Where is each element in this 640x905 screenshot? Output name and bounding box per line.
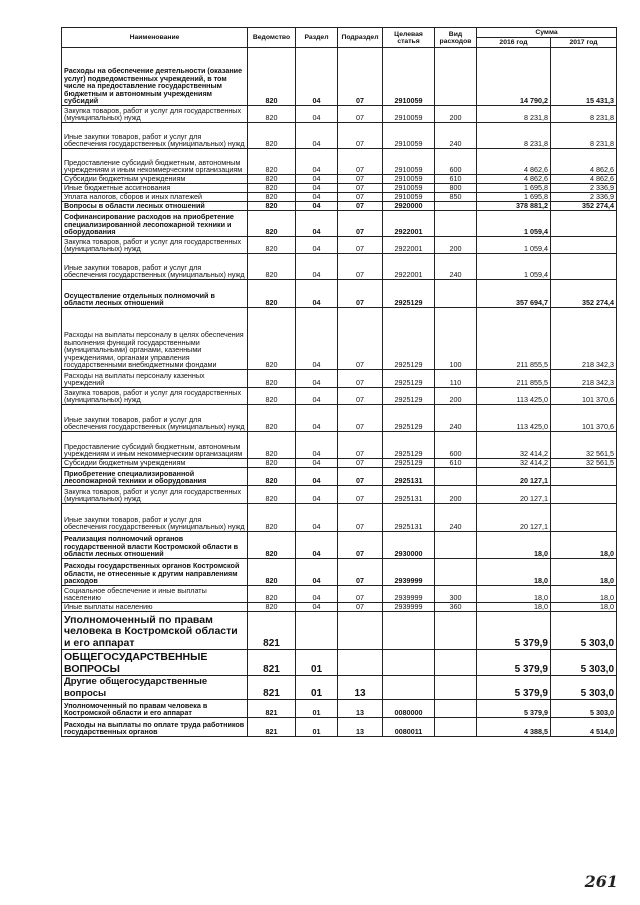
cell-subsection: 07 (338, 254, 383, 280)
cell-subsection: 07 (338, 123, 383, 149)
cell-name: Закупка товаров, работ и услуг для государственных (муниципальных) нужд (62, 106, 248, 123)
header-dept: Ведомство (248, 28, 296, 48)
table-row (62, 676, 617, 700)
table-row (62, 700, 617, 718)
cell-name: Иные закупки товаров, работ и услуг для обеспечения государственных (муниципальных) нужд (62, 504, 248, 532)
cell-section: 04 (296, 459, 338, 468)
cell-section: 04 (296, 202, 338, 211)
cell-dept: 820 (248, 432, 296, 459)
table-row (62, 468, 617, 486)
table-row (62, 718, 617, 737)
table-row (62, 106, 617, 123)
cell-2017: 5 303,0 (551, 700, 617, 718)
table-row (62, 486, 617, 504)
cell-subsection: 07 (338, 370, 383, 388)
header-target: Целевая статья (383, 28, 435, 48)
cell-target: 2910059 (383, 123, 435, 149)
table-row (62, 612, 617, 650)
cell-section: 04 (296, 532, 338, 559)
cell-subsection (338, 612, 383, 650)
cell-2017: 18,0 (551, 586, 617, 603)
cell-target: 2939999 (383, 559, 435, 586)
cell-name: Расходы на выплаты по оплате труда работников государственных органов (62, 718, 248, 737)
cell-target: 2910059 (383, 149, 435, 175)
cell-dept: 820 (248, 586, 296, 603)
cell-subsection: 07 (338, 532, 383, 559)
cell-dept: 820 (248, 370, 296, 388)
cell-dept: 820 (248, 459, 296, 468)
cell-subsection: 07 (338, 468, 383, 486)
cell-section: 04 (296, 308, 338, 370)
cell-dept: 820 (248, 254, 296, 280)
cell-subsection: 07 (338, 432, 383, 459)
cell-name: ОБЩЕГОСУДАРСТВЕННЫЕ ВОПРОСЫ (62, 650, 248, 676)
cell-2017: 4 514,0 (551, 718, 617, 737)
cell-2016: 18,0 (477, 532, 551, 559)
cell-name: Предоставление субсидий бюджетным, автономным учреждениям и иным некоммерческим организациям (62, 432, 248, 459)
cell-section: 04 (296, 193, 338, 202)
cell-section: 04 (296, 504, 338, 532)
cell-section: 04 (296, 48, 338, 106)
cell-subsection: 07 (338, 175, 383, 184)
cell-target: 2925131 (383, 504, 435, 532)
cell-section: 04 (296, 468, 338, 486)
cell-name: Вопросы в области лесных отношений (62, 202, 248, 211)
cell-name: Расходы на обеспечение деятельности (оказание услуг) подведомственных учреждений, в том числе на предоставление государственным бюджетным и автономным учреждениям субсидий (62, 48, 248, 106)
cell-2017: 4 862,6 (551, 149, 617, 175)
table-row (62, 603, 617, 612)
table-row (62, 432, 617, 459)
page-number: 261 (584, 872, 618, 891)
cell-2016: 211 855,5 (477, 370, 551, 388)
table-row (62, 193, 617, 202)
cell-name: Закупка товаров, работ и услуг для государственных (муниципальных) нужд (62, 486, 248, 504)
cell-kind (435, 676, 477, 700)
cell-name: Закупка товаров, работ и услуг для государственных (муниципальных) нужд (62, 237, 248, 254)
cell-target: 2910059 (383, 48, 435, 106)
cell-section: 04 (296, 586, 338, 603)
cell-subsection: 07 (338, 405, 383, 432)
header-kind: Вид расходов (435, 28, 477, 48)
cell-dept: 820 (248, 504, 296, 532)
cell-kind: 200 (435, 237, 477, 254)
cell-target: 2910059 (383, 193, 435, 202)
cell-subsection: 13 (338, 700, 383, 718)
cell-dept: 820 (248, 193, 296, 202)
cell-section: 04 (296, 405, 338, 432)
cell-subsection: 13 (338, 718, 383, 737)
header-section: Раздел (296, 28, 338, 48)
cell-target: 2925129 (383, 388, 435, 405)
cell-name: Иные закупки товаров, работ и услуг для обеспечения государственных (муниципальных) нужд (62, 254, 248, 280)
cell-target: 2910059 (383, 106, 435, 123)
cell-2017: 5 303,0 (551, 612, 617, 650)
cell-dept: 820 (248, 149, 296, 175)
cell-section: 04 (296, 175, 338, 184)
cell-2016: 20 127,1 (477, 486, 551, 504)
cell-subsection: 07 (338, 106, 383, 123)
cell-target: 2925131 (383, 468, 435, 486)
cell-target: 2925129 (383, 405, 435, 432)
cell-name: Иные выплаты населению (62, 603, 248, 612)
cell-name: Софинансирование расходов на приобретение специализированной лесопожарной техники и оборудования (62, 211, 248, 237)
cell-dept: 820 (248, 211, 296, 237)
cell-kind: 600 (435, 432, 477, 459)
cell-section: 01 (296, 700, 338, 718)
cell-target: 2925129 (383, 280, 435, 308)
cell-dept: 820 (248, 106, 296, 123)
cell-section: 04 (296, 123, 338, 149)
cell-2016: 357 694,7 (477, 280, 551, 308)
cell-2016: 18,0 (477, 603, 551, 612)
budget-table (61, 27, 617, 737)
cell-kind: 240 (435, 254, 477, 280)
table-row (62, 211, 617, 237)
table-row (62, 175, 617, 184)
cell-dept: 821 (248, 612, 296, 650)
cell-section: 04 (296, 559, 338, 586)
cell-name: Приобретение специализированной лесопожарной техники и оборудования (62, 468, 248, 486)
cell-2017: 8 231,8 (551, 123, 617, 149)
cell-kind: 200 (435, 388, 477, 405)
cell-section: 04 (296, 603, 338, 612)
cell-name: Закупка товаров, работ и услуг для государственных (муниципальных) нужд (62, 388, 248, 405)
cell-name: Расходы на выплаты персоналу в целях обеспечения выполнения функций государственными (муниципальными) органами, казенными учреждениями, органами управления государственными внебюджетными фондами (62, 308, 248, 370)
cell-kind: 850 (435, 193, 477, 202)
cell-dept: 820 (248, 405, 296, 432)
cell-name: Уполномоченный по правам человека в Костромской области и его аппарат (62, 612, 248, 650)
cell-kind: 240 (435, 123, 477, 149)
cell-2017: 218 342,3 (551, 308, 617, 370)
cell-kind: 100 (435, 308, 477, 370)
cell-kind: 300 (435, 586, 477, 603)
cell-2016: 32 414,2 (477, 459, 551, 468)
cell-section: 04 (296, 184, 338, 193)
cell-dept: 820 (248, 48, 296, 106)
cell-target: 2910059 (383, 184, 435, 193)
cell-2016: 20 127,1 (477, 468, 551, 486)
cell-2016: 1 695,8 (477, 184, 551, 193)
cell-name: Уплата налогов, сборов и иных платежей (62, 193, 248, 202)
cell-target (383, 650, 435, 676)
table-row (62, 370, 617, 388)
cell-2017: 352 274,4 (551, 202, 617, 211)
cell-section (296, 612, 338, 650)
cell-2017 (551, 254, 617, 280)
cell-kind (435, 48, 477, 106)
cell-dept: 820 (248, 486, 296, 504)
table-row (62, 149, 617, 175)
cell-2017: 18,0 (551, 559, 617, 586)
cell-target: 2922001 (383, 237, 435, 254)
cell-section: 04 (296, 237, 338, 254)
cell-2016: 4 862,6 (477, 175, 551, 184)
cell-dept: 820 (248, 468, 296, 486)
cell-2016: 211 855,5 (477, 308, 551, 370)
cell-2016: 32 414,2 (477, 432, 551, 459)
cell-dept: 820 (248, 123, 296, 149)
cell-2016: 5 379,9 (477, 676, 551, 700)
cell-2017: 18,0 (551, 603, 617, 612)
cell-dept: 820 (248, 388, 296, 405)
table-row (62, 532, 617, 559)
cell-section: 04 (296, 254, 338, 280)
cell-subsection: 07 (338, 237, 383, 254)
cell-kind: 610 (435, 175, 477, 184)
cell-2017: 18,0 (551, 532, 617, 559)
cell-kind (435, 532, 477, 559)
cell-name: Расходы государственных органов Костромской области, не отнесенные к другим направлениям расходов (62, 559, 248, 586)
table-row (62, 48, 617, 106)
table-row (62, 184, 617, 193)
cell-subsection: 07 (338, 202, 383, 211)
cell-2016: 18,0 (477, 586, 551, 603)
cell-target: 2910059 (383, 175, 435, 184)
cell-subsection: 07 (338, 48, 383, 106)
cell-2016: 20 127,1 (477, 504, 551, 532)
cell-kind: 360 (435, 603, 477, 612)
cell-section: 04 (296, 388, 338, 405)
cell-subsection: 07 (338, 603, 383, 612)
cell-dept: 820 (248, 532, 296, 559)
table-row (62, 202, 617, 211)
cell-2017: 5 303,0 (551, 650, 617, 676)
header-year-2017: 2017 год (551, 38, 617, 48)
cell-subsection: 07 (338, 459, 383, 468)
header-sum: Сумма (477, 28, 617, 38)
cell-kind: 110 (435, 370, 477, 388)
cell-dept: 820 (248, 280, 296, 308)
cell-target: 0080000 (383, 700, 435, 718)
table-row (62, 405, 617, 432)
cell-2017 (551, 211, 617, 237)
table-row (62, 459, 617, 468)
cell-section: 04 (296, 211, 338, 237)
cell-name: Предоставление субсидий бюджетным, автономным учреждениям и иным некоммерческим организациям (62, 149, 248, 175)
cell-subsection (338, 650, 383, 676)
table-row (62, 388, 617, 405)
cell-2016: 113 425,0 (477, 405, 551, 432)
table-row (62, 308, 617, 370)
table-row (62, 559, 617, 586)
header-year-2016: 2016 год (477, 38, 551, 48)
cell-2016: 378 881,2 (477, 202, 551, 211)
cell-target: 2925129 (383, 370, 435, 388)
header-subsection: Подраздел (338, 28, 383, 48)
cell-name: Расходы на выплаты персоналу казенных учреждений (62, 370, 248, 388)
cell-name: Иные закупки товаров, работ и услуг для обеспечения государственных (муниципальных) нужд (62, 123, 248, 149)
cell-kind (435, 700, 477, 718)
cell-target: 2925131 (383, 486, 435, 504)
cell-target: 2930000 (383, 532, 435, 559)
cell-subsection: 07 (338, 559, 383, 586)
cell-kind (435, 468, 477, 486)
cell-2017: 8 231,8 (551, 106, 617, 123)
cell-name: Другие общегосударственные вопросы (62, 676, 248, 700)
cell-subsection: 07 (338, 586, 383, 603)
cell-2017: 352 274,4 (551, 280, 617, 308)
cell-2017 (551, 504, 617, 532)
cell-2017: 32 561,5 (551, 432, 617, 459)
cell-2016: 4 388,5 (477, 718, 551, 737)
cell-kind: 800 (435, 184, 477, 193)
cell-name: Уполномоченный по правам человека в Костромской области и его аппарат (62, 700, 248, 718)
table-row (62, 650, 617, 676)
cell-section: 01 (296, 650, 338, 676)
cell-dept: 820 (248, 559, 296, 586)
cell-2016: 8 231,8 (477, 123, 551, 149)
table-row (62, 254, 617, 280)
cell-kind (435, 612, 477, 650)
cell-name: Социальное обеспечение и иные выплаты населению (62, 586, 248, 603)
cell-name: Иные бюджетные ассигнования (62, 184, 248, 193)
cell-subsection: 07 (338, 504, 383, 532)
cell-2016: 5 379,9 (477, 700, 551, 718)
cell-2017: 2 336,9 (551, 193, 617, 202)
cell-2016: 4 862,6 (477, 149, 551, 175)
cell-2016: 113 425,0 (477, 388, 551, 405)
cell-subsection: 07 (338, 211, 383, 237)
cell-name: Субсидии бюджетным учреждениям (62, 175, 248, 184)
cell-kind: 240 (435, 405, 477, 432)
cell-name: Иные закупки товаров, работ и услуг для обеспечения государственных (муниципальных) нужд (62, 405, 248, 432)
table-row (62, 280, 617, 308)
cell-kind: 600 (435, 149, 477, 175)
cell-2016: 1 059,4 (477, 211, 551, 237)
cell-name: Осуществление отдельных полномочий в области лесных отношений (62, 280, 248, 308)
cell-dept: 820 (248, 202, 296, 211)
cell-2017: 218 342,3 (551, 370, 617, 388)
cell-target: 2925129 (383, 308, 435, 370)
cell-subsection: 07 (338, 149, 383, 175)
cell-target: 2920000 (383, 202, 435, 211)
cell-2016: 18,0 (477, 559, 551, 586)
cell-subsection: 07 (338, 280, 383, 308)
cell-target: 2922001 (383, 254, 435, 280)
cell-dept: 820 (248, 308, 296, 370)
cell-dept: 820 (248, 603, 296, 612)
cell-dept: 821 (248, 700, 296, 718)
cell-section: 04 (296, 486, 338, 504)
cell-target: 2922001 (383, 211, 435, 237)
cell-kind (435, 202, 477, 211)
cell-section: 04 (296, 106, 338, 123)
cell-section: 01 (296, 676, 338, 700)
cell-2016: 8 231,8 (477, 106, 551, 123)
cell-2017 (551, 468, 617, 486)
cell-section: 04 (296, 149, 338, 175)
table-body (62, 48, 617, 737)
cell-dept: 820 (248, 237, 296, 254)
cell-2017: 4 862,6 (551, 175, 617, 184)
cell-2017 (551, 486, 617, 504)
table-row (62, 123, 617, 149)
cell-kind (435, 718, 477, 737)
cell-kind (435, 559, 477, 586)
cell-2017: 32 561,5 (551, 459, 617, 468)
cell-target: 2925129 (383, 459, 435, 468)
cell-subsection: 07 (338, 193, 383, 202)
cell-2016: 1 059,4 (477, 254, 551, 280)
cell-2017: 5 303,0 (551, 676, 617, 700)
cell-section: 04 (296, 432, 338, 459)
header-name: Наименование (62, 28, 248, 48)
cell-kind: 240 (435, 504, 477, 532)
cell-section: 04 (296, 280, 338, 308)
cell-2016: 1 695,8 (477, 193, 551, 202)
cell-2017 (551, 237, 617, 254)
cell-subsection: 13 (338, 676, 383, 700)
cell-target (383, 676, 435, 700)
cell-dept: 821 (248, 650, 296, 676)
cell-subsection: 07 (338, 308, 383, 370)
cell-kind (435, 650, 477, 676)
cell-kind: 200 (435, 106, 477, 123)
cell-2017: 101 370,6 (551, 388, 617, 405)
cell-2017: 2 336,9 (551, 184, 617, 193)
cell-target: 2939999 (383, 586, 435, 603)
cell-dept: 820 (248, 184, 296, 193)
cell-subsection: 07 (338, 184, 383, 193)
table-row (62, 504, 617, 532)
budget-table-sheet (61, 27, 616, 737)
cell-target: 0080011 (383, 718, 435, 737)
cell-2016: 1 059,4 (477, 237, 551, 254)
cell-2016: 5 379,9 (477, 612, 551, 650)
cell-kind (435, 280, 477, 308)
cell-2016: 5 379,9 (477, 650, 551, 676)
cell-kind: 610 (435, 459, 477, 468)
cell-kind (435, 211, 477, 237)
cell-name: Субсидии бюджетным учреждениям (62, 459, 248, 468)
cell-dept: 820 (248, 175, 296, 184)
cell-subsection: 07 (338, 486, 383, 504)
cell-name: Реализация полномочий органов государственной власти Костромской области в области лесных отношений (62, 532, 248, 559)
cell-target (383, 612, 435, 650)
cell-subsection: 07 (338, 388, 383, 405)
cell-2017: 101 370,6 (551, 405, 617, 432)
cell-section: 01 (296, 718, 338, 737)
cell-kind: 200 (435, 486, 477, 504)
table-row (62, 237, 617, 254)
cell-section: 04 (296, 370, 338, 388)
cell-2016: 14 790,2 (477, 48, 551, 106)
table-row (62, 586, 617, 603)
cell-dept: 821 (248, 718, 296, 737)
cell-dept: 821 (248, 676, 296, 700)
cell-target: 2939999 (383, 603, 435, 612)
cell-2017: 15 431,3 (551, 48, 617, 106)
cell-target: 2925129 (383, 432, 435, 459)
